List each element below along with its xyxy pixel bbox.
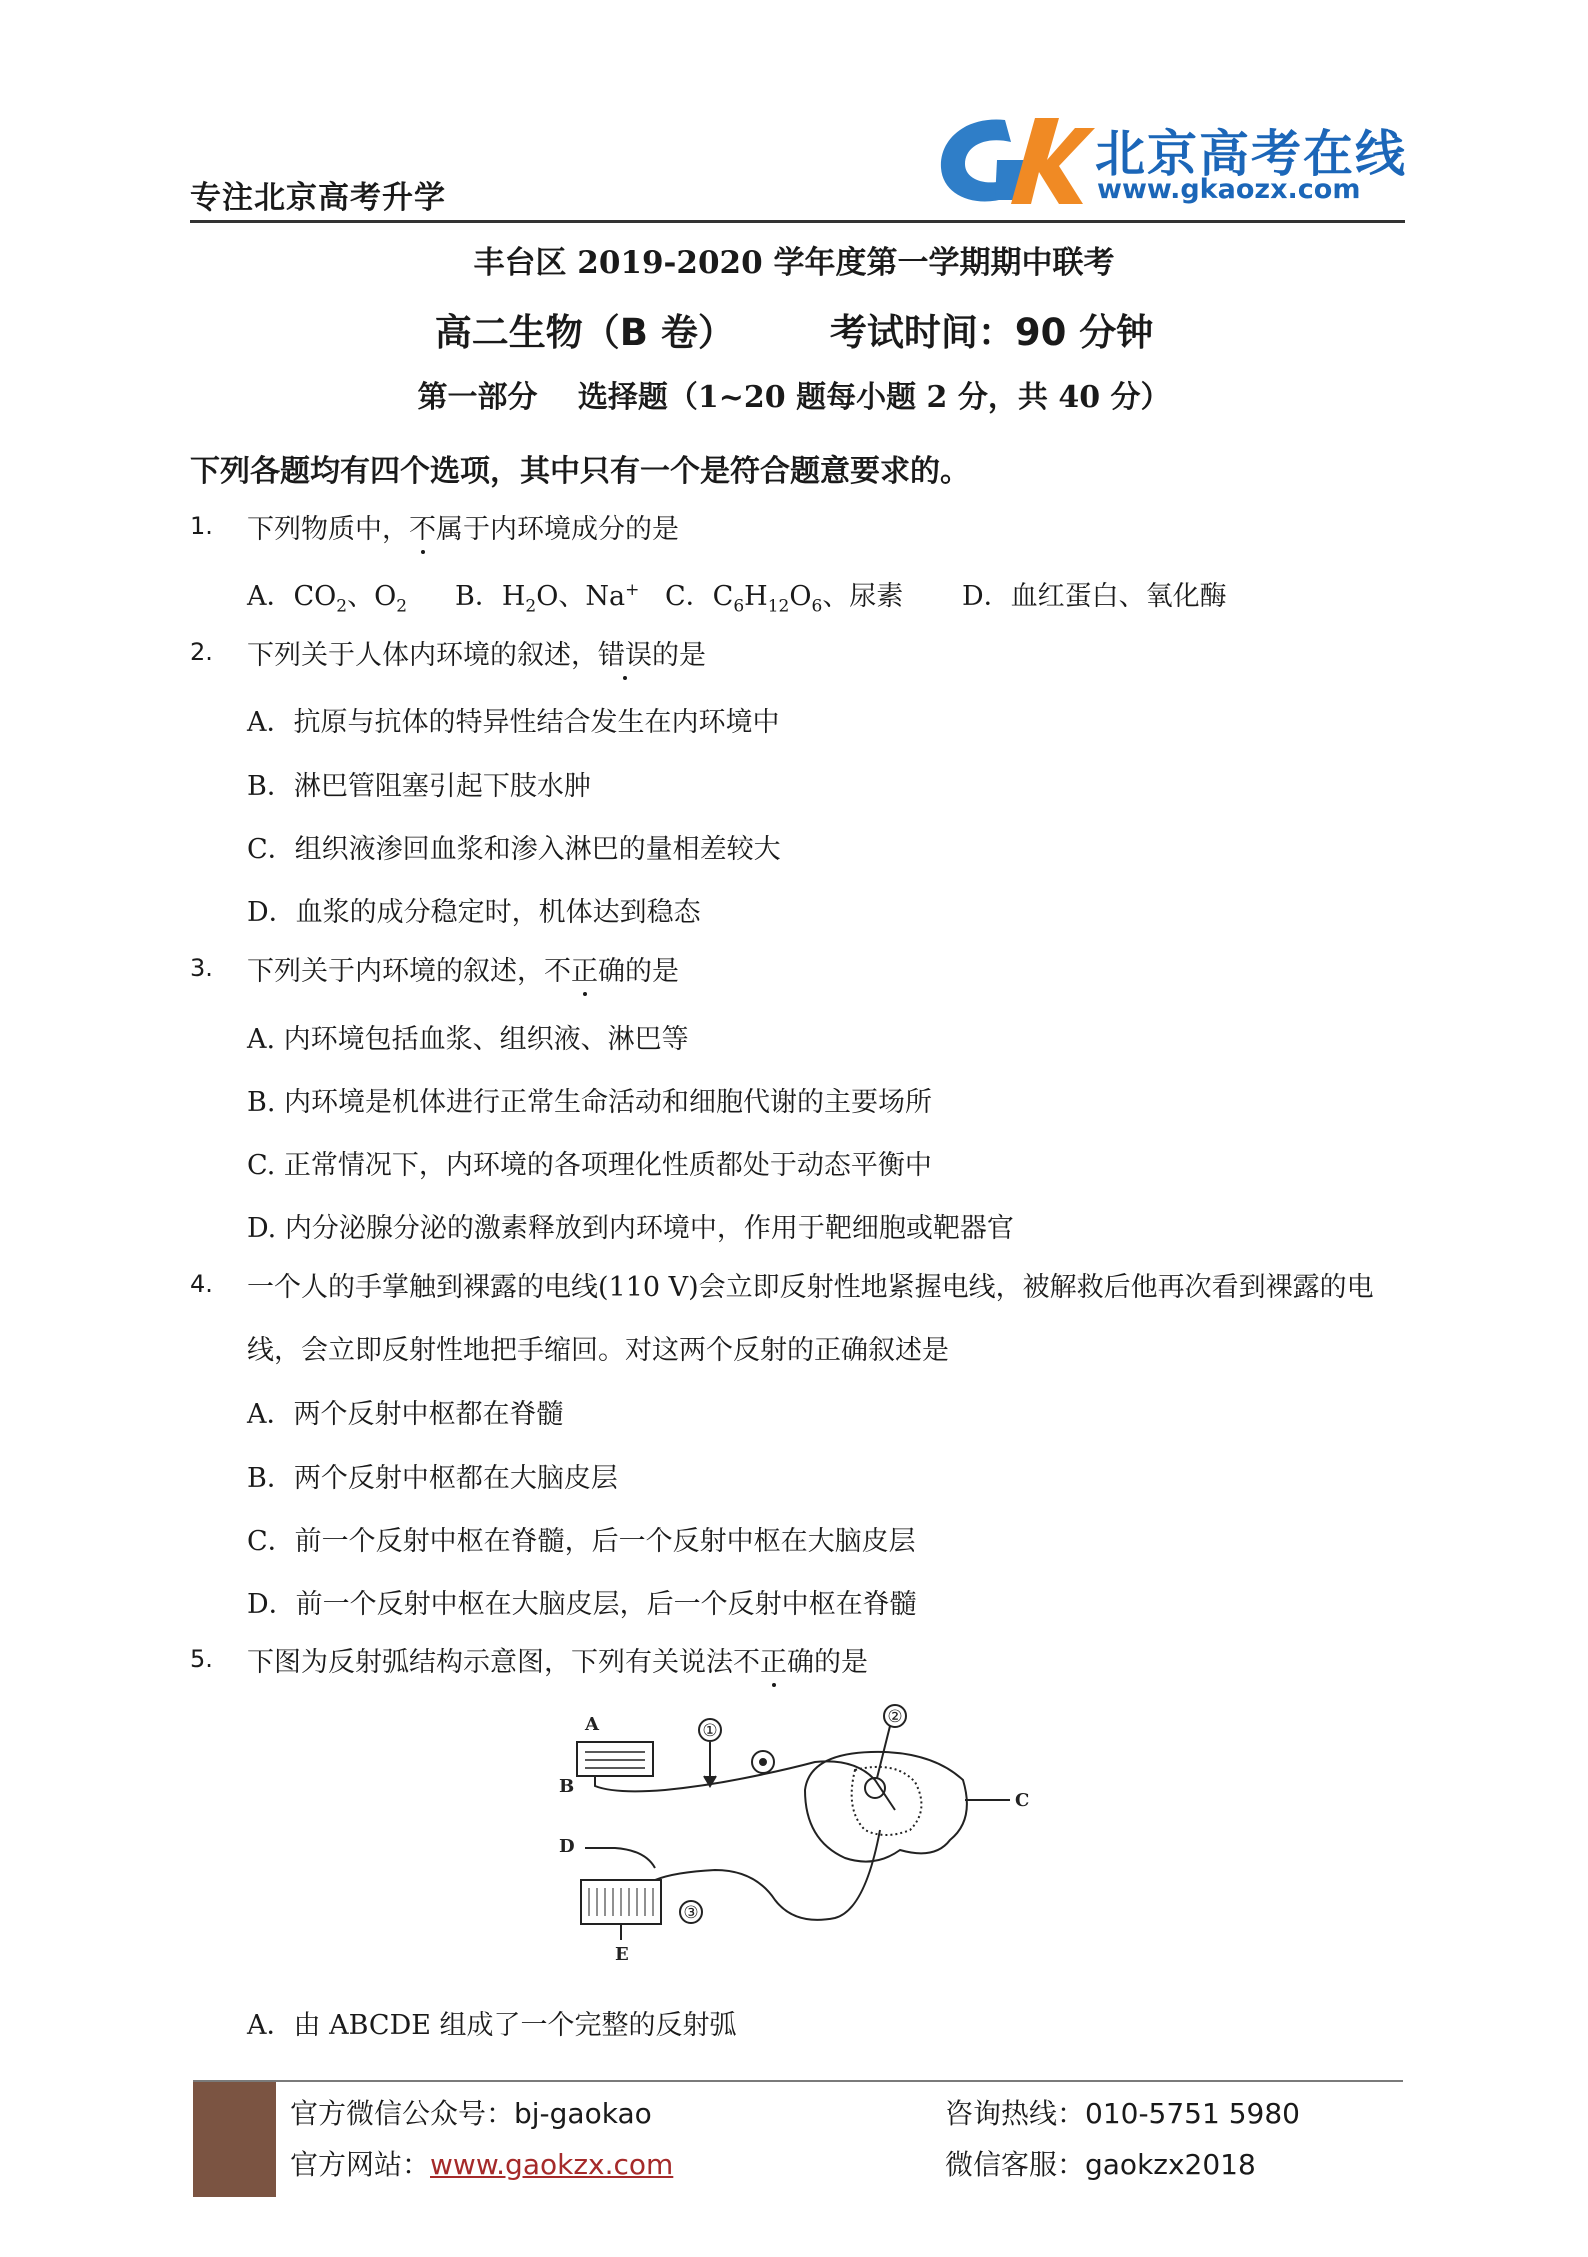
question-stem: 下图为反射弧结构示意图，下列有关说法不正确的是 [247, 1647, 868, 1678]
label-d: D [559, 1836, 575, 1857]
question-number: 1. [190, 512, 213, 540]
gk-logo-icon [935, 108, 1095, 213]
footer-site: 官方网站：www.gaokzx.com [290, 2148, 674, 2181]
label-c: C [1015, 1790, 1030, 1811]
subject-line [0, 302, 1588, 356]
gray-matter [852, 1767, 922, 1835]
option-a: A．抗原与抗体的特异性结合发生在内环境中 [247, 707, 780, 738]
option-a: A．两个反射中枢都在脊髓 [247, 1399, 564, 1430]
label-e: E [615, 1944, 629, 1965]
footer-wechat: 官方微信公众号：bj-gaokao [290, 2097, 652, 2130]
receptor-box [577, 1742, 653, 1776]
reflex-arc-diagram [555, 1690, 1035, 1990]
question-stem: 下列关于人体内环境的叙述，错误的是 [247, 640, 706, 671]
header-divider [190, 220, 1405, 223]
option-c: C．组织液渗回血浆和渗入淋巴的量相差较大 [247, 834, 781, 865]
footer-divider [193, 2080, 1403, 2082]
option-b: B．两个反射中枢都在大脑皮层 [247, 1463, 618, 1494]
option-a: A．$CO_2$、$O_2$ [247, 581, 408, 617]
label-2: ② [887, 1707, 903, 1727]
label-1: ① [702, 1721, 718, 1741]
effector-line [585, 1848, 655, 1868]
section-title: 第一部分 选择题（1~20 题每小题 2 分，共 40 分） [417, 380, 1171, 415]
question-stem: 下列关于内环境的叙述，不正确的是 [247, 956, 679, 987]
option-a: A．由 ABCDE 组成了一个完整的反射弧 [247, 2010, 737, 2041]
label-b: B [559, 1776, 575, 1797]
emphasis-text: 不正确 [544, 956, 625, 987]
exam-time: 考试时间：90 分钟 [829, 311, 1154, 354]
logo-url: www.gkaozx.com [1097, 174, 1361, 205]
emphasis-text: 错误 [598, 640, 652, 671]
exam-title: 丰台区 2019-2020 学年度第一学期期中联考 [473, 245, 1115, 281]
spinal-cord-outline [805, 1752, 967, 1862]
emphasis-text: 不正确 [733, 1647, 814, 1678]
question-stem-line1: 一个人的手掌触到裸露的电线(110 V)会立即反射性地紧握电线，被解救后他再次看到裸露的电 [247, 1272, 1374, 1303]
question-stem: 下列物质中，不属于内环境成分的是 [247, 514, 679, 545]
question-stem-line2: 线，会立即反射性地把手缩回。对这两个反射的正确叙述是 [247, 1335, 949, 1366]
emphasis-text: 不 [409, 514, 436, 545]
label-a: A [585, 1714, 599, 1735]
option-c: C. 正常情况下，内环境的各项理化性质都处于动态平衡中 [247, 1150, 932, 1181]
subject-name: 高二生物（B 卷） [434, 311, 735, 354]
option-d: D．血浆的成分稳定时，机体达到稳态 [247, 897, 701, 928]
option-d: D. 内分泌腺分泌的激素释放到内环境中，作用于靶细胞或靶器官 [247, 1213, 1014, 1244]
skin-layers [585, 1752, 645, 1768]
logo-name: 北京高考在线 [1095, 125, 1407, 183]
muscle-fibers [589, 1888, 653, 1916]
option-c: C．$C_6H_{12}O_6$、尿素 [665, 581, 904, 617]
question-number: 5. [190, 1645, 213, 1673]
option-d: D．血红蛋白、氧化酶 [962, 581, 1227, 612]
option-a: A. 内环境包括血浆、组织液、淋巴等 [247, 1024, 689, 1055]
question-number: 4. [190, 1270, 213, 1298]
option-d: D．前一个反射中枢在大脑皮层，后一个反射中枢在脊髓 [247, 1589, 917, 1620]
footer-site-link[interactable]: www.gaokzx.com [430, 2148, 674, 2181]
question-number: 2. [190, 638, 213, 666]
option-b: B. 内环境是机体进行正常生命活动和细胞代谢的主要场所 [247, 1087, 933, 1118]
site-logo [935, 108, 1405, 213]
footer-color-block [193, 2082, 276, 2197]
option-c: C．前一个反射中枢在脊髓，后一个反射中枢在大脑皮层 [247, 1526, 916, 1557]
footer-hotline: 咨询热线：010-5751 5980 [945, 2097, 1300, 2130]
option-b: B．淋巴管阻塞引起下肢水肿 [247, 771, 591, 802]
question-number: 3. [190, 954, 213, 982]
header-slogan: 专注北京高考升学 [190, 180, 446, 216]
instruction-text: 下列各题均有四个选项，其中只有一个是符合题意要求的。 [190, 454, 970, 489]
footer-service: 微信客服：gaokzx2018 [945, 2148, 1256, 2181]
option-b: B．$H_2O$、Na+ [455, 580, 640, 617]
label-3: ③ [683, 1903, 699, 1923]
